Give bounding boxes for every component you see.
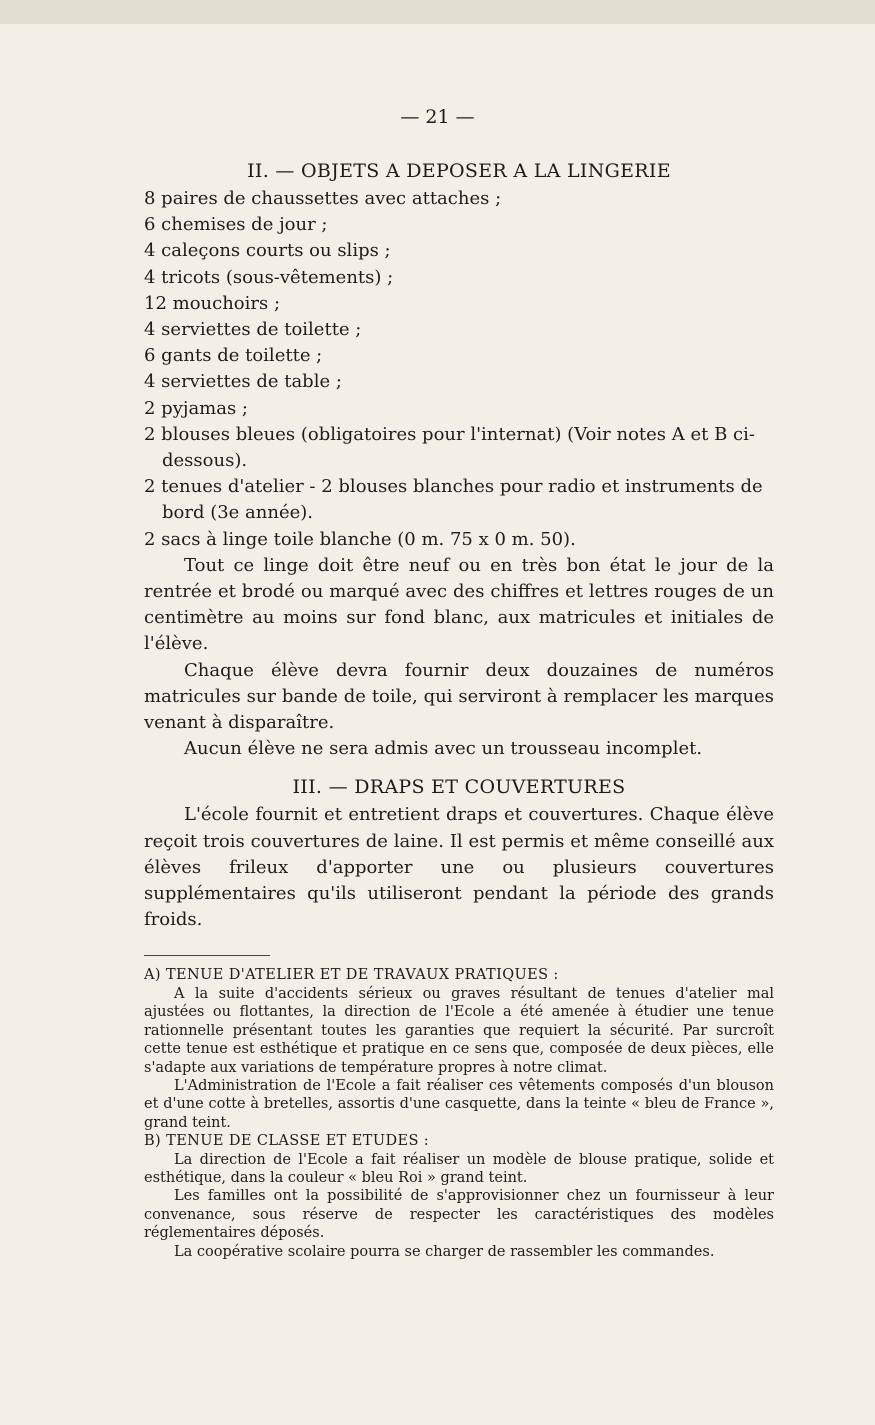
list-item: 2 tenues d'atelier - 2 blouses blanches pour radio et instruments de bord (3e année). <box>144 476 763 524</box>
section-2-title: II. — OBJETS A DEPOSER A LA LINGERIE <box>247 160 671 182</box>
list-item: 4 serviettes de toilette ; <box>144 319 362 341</box>
list-item: 4 tricots (sous-vêtements) ; <box>144 266 394 288</box>
list-item: 8 paires de chaussettes avec attaches ; <box>144 188 502 209</box>
list-item: 4 serviettes de table ; <box>144 371 342 393</box>
paragraph-blankets: L'école fournit et entretient draps et couvertures. Chaque élève reçoit trois couvertures de laine. Il est permis et même conseillé aux élèves frileux d'apporter une ou plusieurs couvertures supplémentaires qu'ils utiliseront pendant la période des grands froids. <box>144 804 774 931</box>
paragraph-incomplete: Aucun élève ne sera admis avec un trousseau incomplet. <box>184 738 703 760</box>
note-b-paragraph: Les familles ont la possibilité de s'approvisionner chez un fournisseur à leur convenance, sous réserve de respecter les caractéristiques des modèles réglementaires déposés. <box>144 1188 774 1242</box>
scan-edge <box>0 0 875 24</box>
note-b-heading: B) TENUE DE CLASSE ET ETUDES : <box>144 1133 430 1150</box>
footnotes <box>144 966 774 1261</box>
list-item: 4 caleçons courts ou slips ; <box>144 240 391 262</box>
list-item: 2 sacs à linge toile blanche (0 m. 75 x 0 m. 50). <box>144 528 576 550</box>
note-b-paragraph: La coopérative scolaire pourra se charger de rassembler les commandes. <box>174 1243 715 1260</box>
linen-list <box>144 186 774 553</box>
note-a-paragraph: A la suite d'accidents sérieux ou graves résultant de tenues d'atelier mal ajustées ou flottantes, la direction de l'Ecole a été amenée à étudier une tenue rationnelle présentant toutes les garanties que requiert la sécurité. Par surcroît cette tenue est esthétique et pratique en ce sens que, composée de deux pièces, elle s'adapte aux variations de température propres à notre climat. <box>144 985 774 1076</box>
paragraph-linen-marking: Tout ce linge doit être neuf ou en très bon état le jour de la rentrée et brodé ou marqué avec des chiffres et lettres rouges de un centimètre au moins sur fond blanc, aux matricules et initiales de l'élève. <box>144 554 774 655</box>
page-number: — 21 — <box>400 106 475 128</box>
list-item: 6 chemises de jour ; <box>144 214 328 236</box>
list-item: 6 gants de toilette ; <box>144 345 323 367</box>
note-b-paragraph: La direction de l'Ecole a fait réaliser un modèle de blouse pratique, solide et esthétique, dans la couleur « bleu Roi » grand teint. <box>144 1151 774 1186</box>
footnote-rule <box>144 955 270 956</box>
section-3-title: III. — DRAPS ET COUVERTURES <box>292 776 626 799</box>
page-content <box>144 156 774 1261</box>
paragraph-matricules: Chaque élève devra fournir deux douzaines de numéros matricules sur bande de toile, qui serviront à remplacer les marques venant à disparaître. <box>144 659 774 734</box>
note-a-heading: A) TENUE D'ATELIER ET DE TRAVAUX PRATIQUES : <box>144 967 559 984</box>
note-a-paragraph: L'Administration de l'Ecole a fait réaliser ces vêtements composés d'un blouson et d'une cotte à bretelles, assortis d'une casquette, dans la teinte « bleu de France », grand teint. <box>144 1077 774 1131</box>
list-item: 2 blouses bleues (obligatoires pour l'internat) (Voir notes A et B ci-dessous). <box>144 423 755 472</box>
list-item: 2 pyjamas ; <box>144 397 249 419</box>
list-item: 12 mouchoirs ; <box>144 292 281 314</box>
